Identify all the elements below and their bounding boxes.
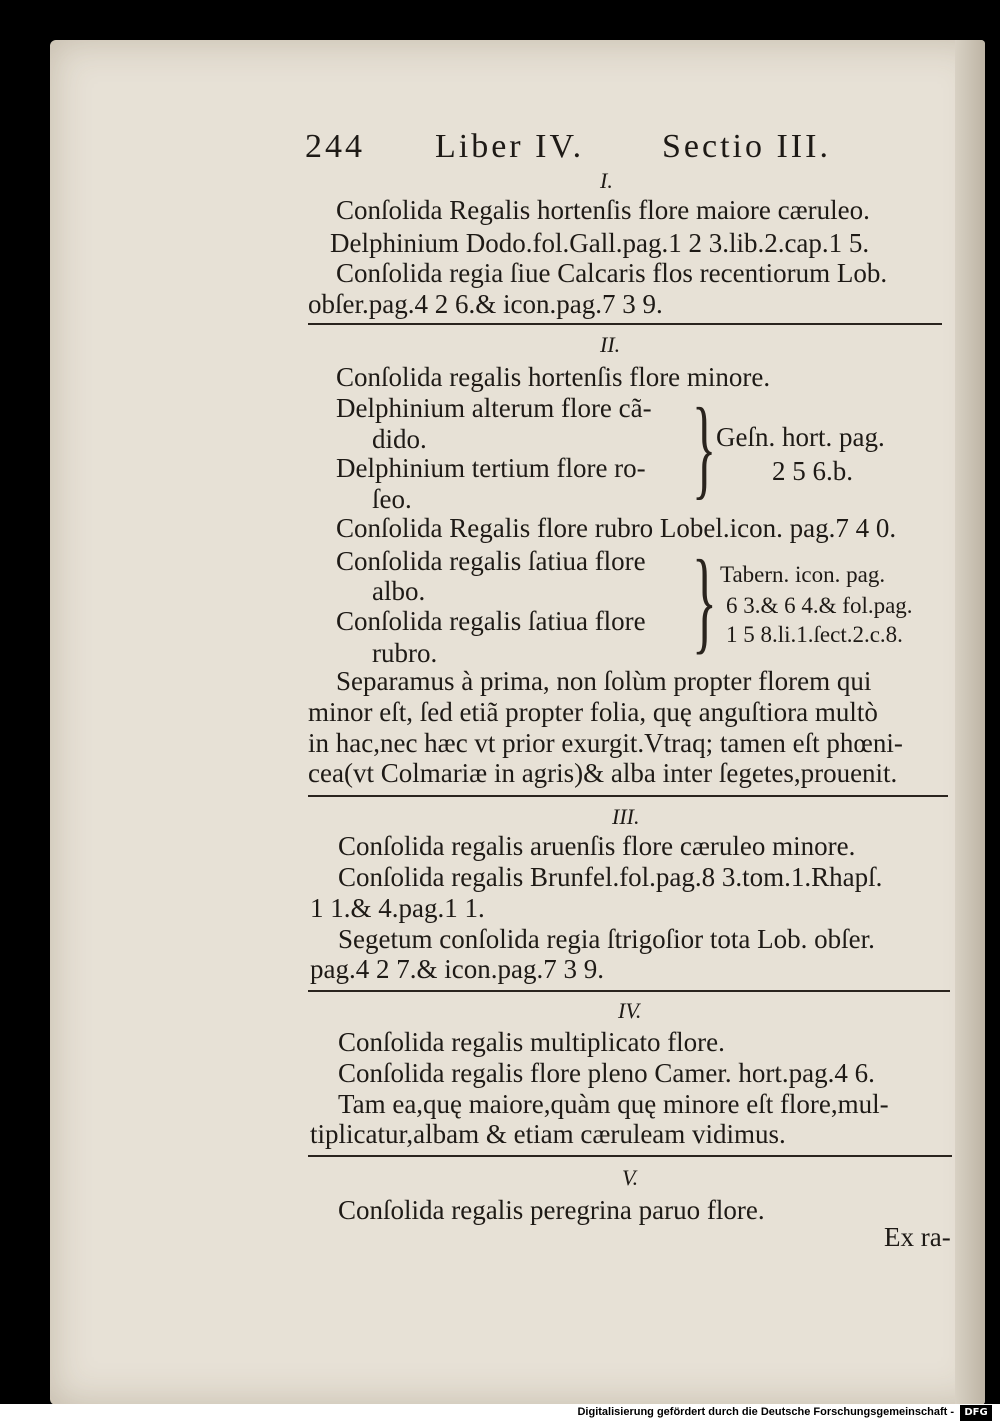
brace-reference: Geſn. hort. pag. <box>716 422 885 452</box>
page-number: 244 <box>305 128 365 165</box>
text-line: Conſolida regalis peregrina paruo flore. <box>338 1195 765 1225</box>
text-line: obſer.pag.4 2 6.& icon.pag.7 3 9. <box>308 289 663 319</box>
text-line: Tam ea,quę maiore,quàm quę minore eſt flore,mul- <box>338 1089 889 1119</box>
text-line: Conſolida regalis aruenſis flore cæruleo minore. <box>338 831 856 861</box>
section-rule <box>308 1155 952 1157</box>
brace-symbol: } <box>692 537 717 664</box>
dfg-logo-icon: DFG <box>960 1405 992 1421</box>
text-line: cea(vt Colmariæ in agris)& alba inter ſegetes,prouenit. <box>308 758 898 788</box>
text-line: Conſolida regia ſiue Calcaris flos recentiorum Lob. <box>336 258 888 288</box>
text-line: albo. <box>372 576 426 606</box>
brace-reference: 1 5 8.li.1.ſect.2.c.8. <box>726 622 903 647</box>
footer-credit-text: Digitalisierung gefördert durch die Deutsche Forschungsgemeinschaft - <box>577 1406 954 1418</box>
text-line: dido. <box>372 424 427 454</box>
text-line: in hac,nec hæc vt prior exurgit.Vtraq; tamen eſt phœni- <box>308 728 903 758</box>
digitization-footer <box>0 1404 1000 1423</box>
section-numeral: III. <box>612 804 640 829</box>
section-numeral: IV. <box>618 998 642 1023</box>
section-rule <box>308 990 950 992</box>
section-numeral: II. <box>600 332 621 357</box>
text-line: Conſolida regalis Brunfel.fol.pag.8 3.tom.1.Rhapſ. <box>338 862 883 892</box>
running-title-liber: Liber IV. <box>435 128 585 165</box>
text-line: Delphinium Dodo.fol.Gall.pag.1 2 3.lib.2.cap.1 5. <box>330 228 870 258</box>
text-line: Conſolida regalis flore pleno Camer. hort.pag.4 6. <box>338 1058 875 1088</box>
page-spine-edge <box>955 40 985 1405</box>
text-line: tiplicatur,albam & etiam cæruleam vidimus. <box>310 1119 786 1149</box>
text-line: pag.4 2 7.& icon.pag.7 3 9. <box>310 954 604 984</box>
brace-reference: 2 5 6.b. <box>772 456 853 486</box>
text-line: minor eſt, ſed etiã propter folia, quę anguſtiora multò <box>308 697 878 727</box>
section-numeral: V. <box>622 1165 639 1190</box>
text-line: ſeo. <box>372 484 412 514</box>
text-line: Conſolida regalis ſatiua flore <box>336 606 646 636</box>
text-line: Conſolida regalis ſatiua flore <box>336 546 646 576</box>
text-line: Conſolida regalis hortenſis flore minore. <box>336 362 771 392</box>
text-line: Segetum conſolida regia ſtrigoſior tota Lob. obſer. <box>338 924 875 954</box>
brace-reference: Tabern. icon. pag. <box>720 562 886 587</box>
text-line: Delphinium alterum flore cã- <box>336 393 652 423</box>
catchword: Ex ra- <box>884 1222 951 1252</box>
section-rule <box>308 323 942 325</box>
section-rule <box>308 795 948 797</box>
text-line: Separamus à prima, non ſolùm propter florem qui <box>336 666 872 696</box>
running-title-sectio: Sectio III. <box>662 128 831 165</box>
text-line: Delphinium tertium flore ro- <box>336 453 646 483</box>
text-line: Conſolida Regalis flore rubro Lobel.icon. pag.7 4 0. <box>336 513 897 543</box>
text-line: Conſolida regalis multiplicato flore. <box>338 1027 725 1057</box>
brace-reference: 6 3.& 6 4.& fol.pag. <box>726 593 913 618</box>
text-line: 1 1.& 4.pag.1 1. <box>310 893 485 923</box>
brace-symbol: } <box>692 386 717 510</box>
text-line: Conſolida Regalis hortenſis flore maiore cæruleo. <box>336 195 870 225</box>
section-numeral: I. <box>600 168 613 193</box>
text-line: rubro. <box>372 638 438 668</box>
